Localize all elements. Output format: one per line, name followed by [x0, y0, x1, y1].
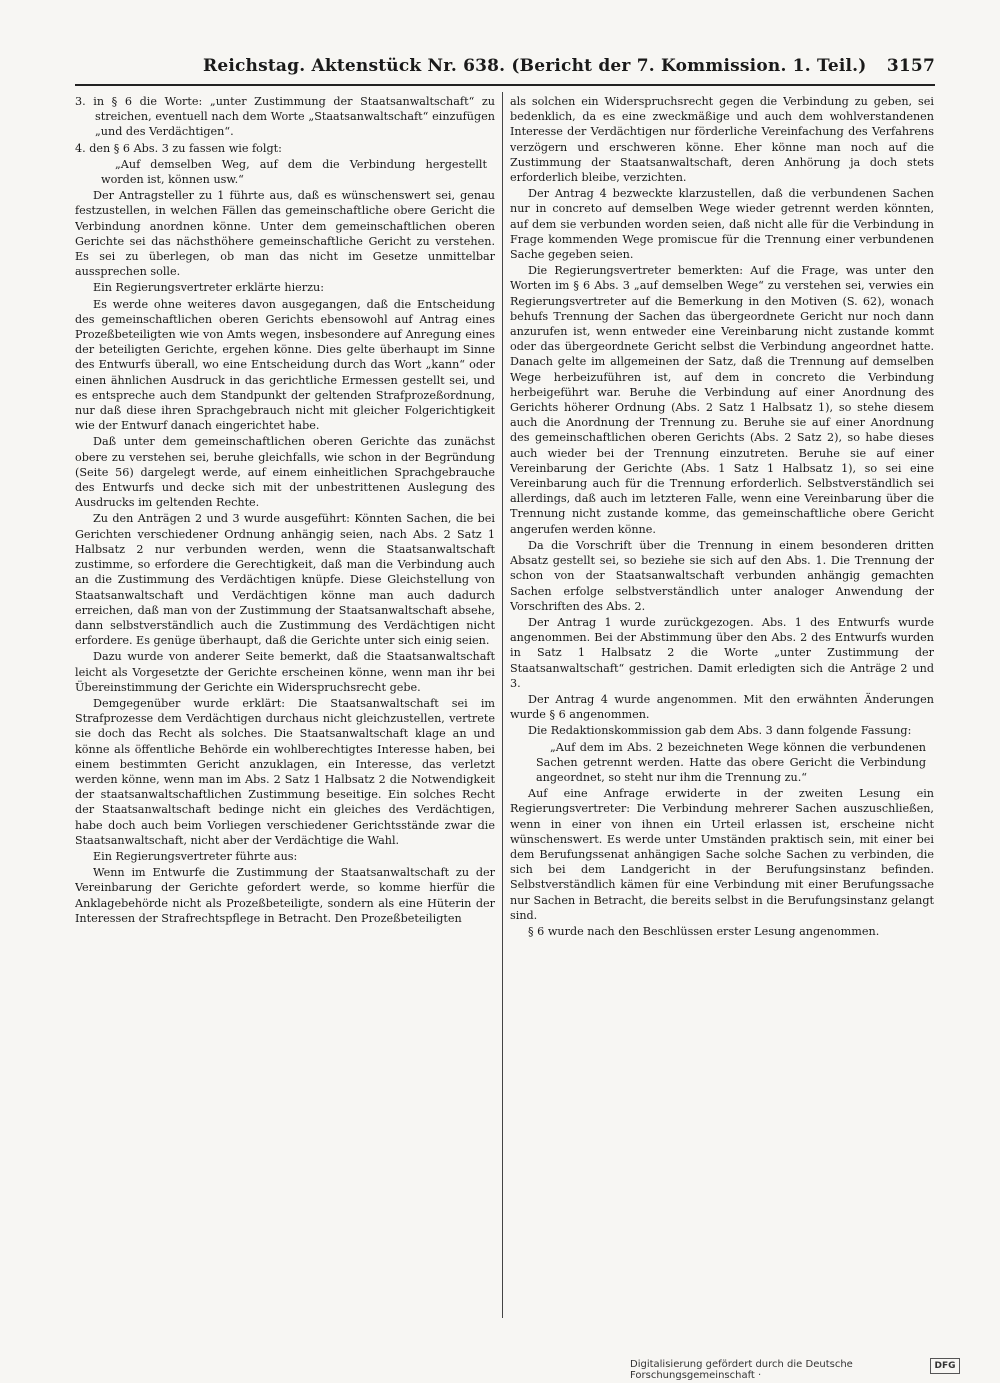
page-number: 3157	[886, 56, 935, 76]
quoted-text: „Auf demselben Weg, auf dem die Verbindung hergestellt worden ist, können usw.“	[101, 157, 487, 187]
paragraph: Der Antrag 4 bezweckte klarzustellen, daß die verbundenen Sachen nur in concreto auf demselben Wege wieder getrennt werden könnten, auf dem sie verbunden worden seien, daß nicht alle für die Verbindung in Frage kommenden Wege promiscue für die Trennung einer verbundenen Sache gegeben seien.	[510, 187, 934, 262]
left-column	[75, 94, 495, 1318]
paragraph: Ein Regierungsvertreter führte aus:	[93, 849, 298, 863]
paragraph: Ein Regierungsvertreter erklärte hierzu:	[93, 281, 324, 295]
right-column	[510, 94, 934, 1318]
paragraph: Wenn im Entwurfe die Zustimmung der Staatsanwaltschaft zu der Vereinbarung der Gerichte gefordert werde, so komme hierfür die Anklagebehörde nicht als Prozeßbeteiligte, sondern als eine Hüterin der Interessen der Strafrechtspflege in Betracht. Den Prozeßbeteiligten	[75, 866, 495, 925]
footer	[630, 1358, 960, 1381]
page-header	[75, 56, 935, 82]
paragraph: Die Redaktionskommission gab dem Abs. 3 dann folgende Fassung:	[528, 724, 912, 738]
paragraph: Der Antrag 4 wurde angenommen. Mit den erwähnten Änderungen wurde § 6 angenommen.	[510, 692, 934, 722]
list-item: 3. in § 6 die Worte: „unter Zustimmung der Staatsanwaltschaft“ zu streichen, eventuell nach dem Worte „Staatsanwaltschaft“ einzufügen „und des Verdächtigen“.	[75, 95, 495, 139]
paragraph: Dazu wurde von anderer Seite bemerkt, daß die Staatsanwaltschaft leicht als Vorgesetzte der Gerichte erscheinen könne, wenn man ihr bei Übereinstimmung der Gerichte ein Widerspruchsrecht gebe.	[75, 650, 495, 694]
list-item: 4. den § 6 Abs. 3 zu fassen wie folgt:	[75, 141, 282, 155]
header-rule	[75, 84, 935, 86]
paragraph: Demgegenüber wurde erklärt: Die Staatsanwaltschaft sei im Strafprozesse dem Verdächtigen durchaus nicht gleichzustellen, vertrete sie doch das Recht als solches. Die Staatsanwaltschaft klage an und könne als öffentliche Behörde ein wohlberechtigtes Interesse haben, bei einem bestimmten Gericht anzuklagen, ein Interesse, das verletzt werden könne, wenn man im Abs. 2 Satz 1 Halbsatz 2 die Notwendigkeit der staatsanwaltschaftlichen Zustimmung beseitige. Ein solches Recht der Staatsanwaltschaft bedinge nicht ein gleiches des Verdächtigen, habe doch auch beim Vorliegen verschiedener Gerichtsstände zwar die Staatsanwaltschaft, nicht aber der Verdächtige die Wahl.	[75, 696, 495, 847]
quoted-text: „Auf dem im Abs. 2 bezeichneten Wege können die verbundenen Sachen getrennt werden. Hatte das obere Gericht die Verbindung angeordnet, so steht nur ihm die Trennung zu.“	[536, 740, 926, 784]
paragraph: Da die Vorschrift über die Trennung in einem besonderen dritten Absatz gestellt sei, so beziehe sie sich auf den Abs. 1. Die Trennung der schon von der Staatsanwaltschaft verbunden anhängig gemachten Sachen erfolge selbstverständlich unter analoger Anwendung der Vorschriften des Abs. 2.	[510, 538, 934, 613]
running-title: Reichstag. Aktenstück Nr. 638. (Bericht der 7. Kommission. 1. Teil.)	[203, 56, 867, 76]
paragraph: Daß unter dem gemeinschaftlichen oberen Gerichte das zunächst obere zu verstehen sei, beruhe gleichfalls, wie schon in der Begründung (Seite 56) dargelegt werde, auf einem einheitlichen Sprachgebrauche des Entwurfs und decke sich mit der unbestrittenen Auslegung des Ausdrucks im geltenden Rechte.	[75, 435, 495, 510]
paragraph: § 6 wurde nach den Beschlüssen erster Lesung angenommen.	[528, 924, 880, 938]
paragraph: Auf eine Anfrage erwiderte in der zweiten Lesung ein Regierungsvertreter: Die Verbindung mehrerer Sachen auszuschließen, wenn in einer von ihnen ein Urteil erlassen ist, erscheine nicht wünschenswert. Es werde unter Umständen praktisch sein, mit einer bei dem Berufungssenat anhängigen Sache solche Sachen zu verbinden, die sich bei dem Landgericht in der Berufungsinstanz befinden. Selbstverständlich kämen für eine Verbindung mit einer Berufungssache nur Sachen in Betracht, die bereits selbst in die Berufungsinstanz gelangt sind.	[510, 787, 934, 922]
paragraph: Die Regierungsvertreter bemerkten: Auf die Frage, was unter den Worten im § 6 Abs. 3 „auf demselben Wege“ zu verstehen sei, verwies ein Regierungsvertreter auf die Bemerkung in den Motiven (S. 62), wonach behufs Trennung der Sachen das übergeordnete Gericht nur noch dann anzurufen ist, wenn entweder eine Vereinbarung nicht zustande kommt oder das übergeordnete Gericht selbst die Verbindung angeordnet hatte. Danach gelte im allgemeinen der Satz, daß die Trennung auf demselben Wege herbeizuführen ist, auf dem in concreto die Verbindung herbeigeführt war. Beruhe die Verbindung auf einer Anordnung des Gerichts höherer Ordnung (Abs. 2 Satz 1 Halbsatz 1), so stehe diesem auch die Anordnung der Trennung zu. Beruhe sie auf einer Anordnung des gemeinschaftlichen oberen Gerichts (Abs. 2 Satz 2), so habe dieses auch wieder bei der Trennung einzutreten. Beruhe sie auf einer Vereinbarung der Gerichte (Abs. 1 Satz 1 Halbsatz 1), so sei eine Vereinbarung auch für die Trennung erforderlich. Selbstverständlich sei allerdings, daß auch im letzteren Falle, wenn eine Vereinbarung über die Trennung nicht zustande komme, das gemeinschaftliche obere Gericht angerufen werden könne.	[510, 264, 934, 536]
paragraph: als solchen ein Widerspruchsrecht gegen die Verbindung zu geben, sei bedenklich, da es eine zweckmäßige und auch dem wohlverstandenen Interesse der Verdächtigen nur förderliche Vereinfachung des Verfahrens verzögern und erschweren könne. Eher könne man noch auf die Zustimmung der Staatsanwaltschaft, deren Anhörung ja doch stets erforderlich bleibe, verzichten.	[510, 95, 934, 185]
paragraph: Es werde ohne weiteres davon ausgegangen, daß die Entscheidung des gemeinschaftlichen oberen Gerichts ebensowohl auf Antrag eines Prozeßbeteiligten wie von Amts wegen, insbesondere auf Anregung eines der beteiligten Gerichte, ergehen könne. Dies gelte überhaupt im Sinne des Entwurfs überall, wo eine Entscheidung durch das Wort „kann“ oder einen ähnlichen Ausdruck in das gerichtliche Ermessen gestellt sei, und es entspreche auch dem Standpunkt der geltenden Strafprozeßordnung, nur daß diese ihren Sprachgebrauch nicht mit gleicher Folgerichtigkeit wie der Entwurf danach eingerichtet habe.	[75, 297, 495, 433]
paragraph: Der Antrag 1 wurde zurückgezogen. Abs. 1 des Entwurfs wurde angenommen. Bei der Abstimmung über den Abs. 2 des Entwurfs wurden in Satz 1 Halbsatz 2 die Worte „unter Zustimmung der Staatsanwaltschaft“ gestrichen. Damit erledigten sich die Anträge 2 und 3.	[510, 615, 934, 690]
funding-credit: Digitalisierung gefördert durch die Deutsche Forschungsgemeinschaft ·	[630, 1359, 853, 1381]
paragraph: Der Antragsteller zu 1 führte aus, daß es wünschenswert sei, genau festzustellen, in welchen Fällen das gemeinschaftliche obere Gericht die Verbindung anordnen könne. Unter dem gemeinschaftlichen oberen Gerichte sei das nächsthöhere gemeinschaftliche Gericht zu verstehen. Es sei zu überlegen, ob man das nicht im Gesetze unmittelbar aussprechen solle.	[75, 189, 495, 279]
paragraph: Zu den Anträgen 2 und 3 wurde ausgeführt: Könnten Sachen, die bei Gerichten verschiedener Ordnung anhängig seien, nach Abs. 2 Satz 1 Halbsatz 2 nur verbunden werden, wenn die Staatsanwaltschaft zustimme, so erfordere die Gerechtigkeit, daß man die Verbindung auch an die Zustimmung des Verdächtigen knüpfe. Diese Gleichstellung von Staatsanwaltschaft und Verdächtigen könne man auch dadurch erreichen, daß man von der Zustimmung der Staatsanwaltschaft absehe, dann selbstverständlich auch die Zustimmung des Verdächtigen nicht erfordere. Es genüge überhaupt, daß die Gerichte unter sich einig seien.	[75, 512, 495, 648]
column-divider	[502, 92, 503, 1318]
dfg-logo: DFG	[930, 1358, 960, 1374]
